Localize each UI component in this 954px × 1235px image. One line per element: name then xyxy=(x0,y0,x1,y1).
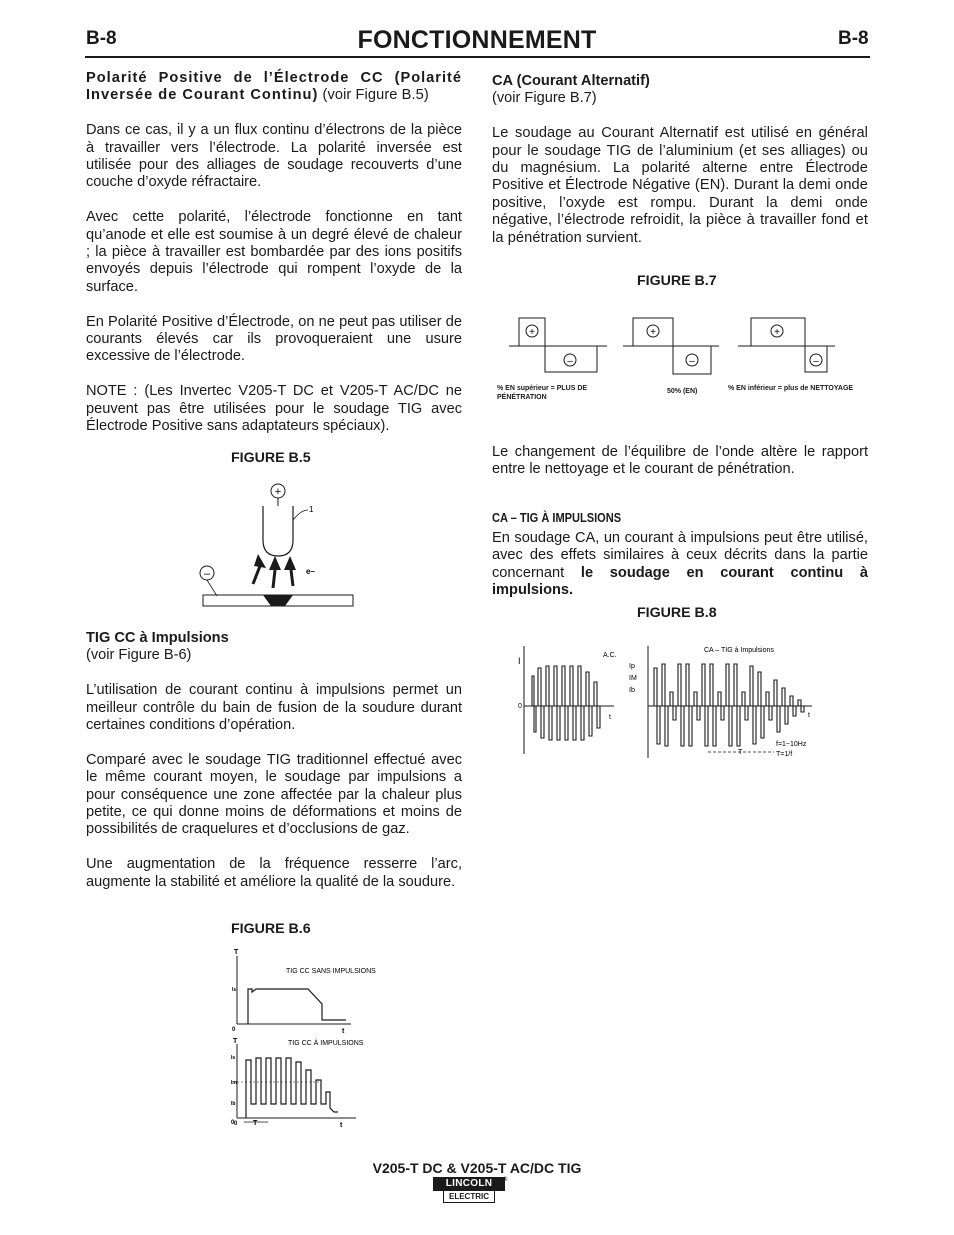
svg-text:t: t xyxy=(808,712,810,719)
svg-text:A.C.: A.C. xyxy=(603,652,617,659)
figure-b6-diagram xyxy=(226,942,426,1132)
svg-text:+: + xyxy=(774,327,780,338)
figure-b8-label: FIGURE B.8 xyxy=(637,605,717,621)
svg-text:0: 0 xyxy=(231,1120,235,1126)
svg-text:T: T xyxy=(233,1038,238,1045)
svg-text:TIG CC SANS IMPULSIONS: TIG CC SANS IMPULSIONS xyxy=(286,968,376,975)
leader-line xyxy=(293,510,308,520)
paragraph: Dans ce cas, il y a un flux continu d’électrons de la pièce à travailler vers l’électrode. La polarité inversée est utilisée pour des alliages de soudage recouverts d’une couche d’oxyde réfractaire. xyxy=(86,122,462,191)
electron-label: e– xyxy=(306,567,315,576)
figure-b8-diagram xyxy=(512,636,857,761)
right-column-top xyxy=(492,73,868,264)
svg-text:–: – xyxy=(567,356,573,367)
lincoln-electric-logo xyxy=(433,1177,509,1204)
figure-b6-label: FIGURE B.6 xyxy=(231,921,311,937)
svg-text:CA – TIG à Impulsions: CA – TIG à Impulsions xyxy=(704,647,774,654)
header-rule xyxy=(85,56,870,58)
section-heading-positive-polarity: Polarité Positive de l’Électrode CC (Polarité Inversée de Courant Continu) (voir Figure B.5) xyxy=(86,70,462,104)
section-heading-ac: CA (Courant Alternatif) (voir Figure B.7) xyxy=(492,73,650,107)
figure-b7-caption-3: % EN inférieur = plus de NETTOYAGE xyxy=(728,385,854,392)
svg-text:Is: Is xyxy=(232,987,237,993)
waveform-en-low xyxy=(738,318,835,372)
footer-model: V205-T DC & V205-T AC/DC TIG xyxy=(372,1160,582,1176)
svg-text:Im: Im xyxy=(231,1080,237,1086)
paragraph: L’utilisation de courant continu à impulsions permet un meilleur contrôle du bain de fusion de la soudure durant certaines conditions d’opération. xyxy=(86,682,462,734)
svg-text:T=1/f: T=1/f xyxy=(776,751,793,758)
weld-pool xyxy=(263,595,293,606)
reference-number: 1 xyxy=(309,505,314,514)
page-title: FONCTIONNEMENT xyxy=(357,26,597,54)
minus-sign: – xyxy=(203,568,211,580)
svg-text:+: + xyxy=(529,327,535,338)
paragraph: Comparé avec le soudage TIG traditionnel effectué avec le même courant moyen, le soudage par impulsions a pour conséquence une zone affectée par la chaleur plus petite, ce qui donne moins de déformations et moins de possibilités de craquelures et d’occlusions de gaz. xyxy=(86,751,462,838)
svg-text:T: T xyxy=(253,1120,258,1127)
svg-text:T: T xyxy=(234,949,239,956)
page-code-left: B-8 xyxy=(86,28,117,49)
bottom-pulse-waveform xyxy=(246,1058,338,1118)
left-column-top xyxy=(86,70,462,453)
electrode-shape xyxy=(263,506,293,556)
logo-registered: ® xyxy=(503,1177,508,1183)
section-heading-ac-pulse: CA – TIG À IMPULSIONS xyxy=(492,510,622,525)
paragraph: Le soudage au Courant Alternatif est utilisé en général pour le soudage TIG de l’aluminium (et ses alliages) ou du magnésium. La polarité alterne entre Électrode Positive et Électrode Négative (EN). Durant la demi onde positive, l’oxyde est rompu. Durant la demi onde négative, l’électrode refroidit, la pièce à travailler fond et la pénétration survient. xyxy=(492,125,868,246)
paragraph: Le changement de l’équilibre de l’onde altère le rapport entre le nettoyage et le courant de pénétration. xyxy=(492,444,868,478)
svg-text:Is: Is xyxy=(231,1055,236,1061)
svg-text:t: t xyxy=(340,1122,343,1129)
logo-top: LINCOLN xyxy=(433,1177,505,1191)
svg-text:Ib: Ib xyxy=(231,1101,236,1107)
svg-text:+: + xyxy=(650,327,656,338)
right-column-middle xyxy=(492,444,868,496)
paragraph: En soudage CA, un courant à impulsions peut être utilisé, avec des effets similaires à ceux décrits dans la partie concernant le soudage en courant continu à impulsions. xyxy=(492,530,868,599)
fig8-ac-pulse-waveform xyxy=(654,664,804,746)
figure-b5-label: FIGURE B.5 xyxy=(231,450,311,466)
logo-bottom: ELECTRIC xyxy=(443,1190,495,1203)
right-column-ac-pulse xyxy=(492,530,868,617)
figure-b7-caption-1: % EN supérieur = PLUS DE PÉNÉTRATION xyxy=(497,385,588,401)
work-lead xyxy=(207,580,217,596)
svg-text:t: t xyxy=(609,714,611,721)
figure-b7-label: FIGURE B.7 xyxy=(637,273,717,289)
plus-sign: + xyxy=(274,486,282,498)
svg-text:–: – xyxy=(813,356,819,367)
svg-text:T: T xyxy=(738,749,743,756)
svg-text:0: 0 xyxy=(518,703,522,710)
paragraph: En Polarité Positive d’Électrode, on ne peut pas utiliser de courants élevés car ils provoqueraient une usure excessive de l’électrode. xyxy=(86,313,462,365)
top-waveform xyxy=(248,989,346,1024)
page-code-right: B-8 xyxy=(838,28,869,49)
waveform-en-high xyxy=(509,318,607,372)
paragraph: Une augmentation de la fréquence resserre l’arc, augmente la stabilité et améliore la qualité de la soudure. xyxy=(86,856,462,890)
svg-text:TIG CC À IMPULSIONS: TIG CC À IMPULSIONS xyxy=(288,1040,364,1047)
svg-text:Ip: Ip xyxy=(629,663,635,670)
svg-text:–: – xyxy=(689,356,695,367)
svg-text:IM: IM xyxy=(629,675,637,682)
waveform-en-50 xyxy=(623,318,719,374)
paragraph: Avec cette polarité, l’électrode fonctionne en tant qu’anode et elle est soumise à un degré élevé de chaleur ; la pièce à travailler est bombardée par des ions positifs envoyés depuis l’électrode qui rompent l’oxyde de la surface. xyxy=(86,209,462,295)
fig8-ac-waveform xyxy=(532,666,600,740)
svg-text:0: 0 xyxy=(232,1027,236,1033)
figure-b7-caption-2: 50% (EN) xyxy=(667,388,698,395)
svg-text:f=1~10Hz: f=1~10Hz xyxy=(776,741,807,748)
svg-text:0: 0 xyxy=(234,1121,238,1127)
svg-text:Ib: Ib xyxy=(629,687,635,694)
note-paragraph: NOTE : (Les Invertec V205-T DC et V205-T AC/DC ne peuvent pas être utilisées pour le soudage TIG avec Électrode Positive sans adaptateurs spéciaux). xyxy=(86,383,462,435)
svg-text:t: t xyxy=(342,1028,345,1035)
figure-b5-diagram xyxy=(195,478,355,613)
section-heading-dc-pulse: TIG CC à Impulsions (voir Figure B-6) xyxy=(86,630,229,664)
svg-text:I: I xyxy=(518,656,521,666)
electron-arrows xyxy=(253,554,296,588)
left-column-bottom xyxy=(86,630,462,908)
